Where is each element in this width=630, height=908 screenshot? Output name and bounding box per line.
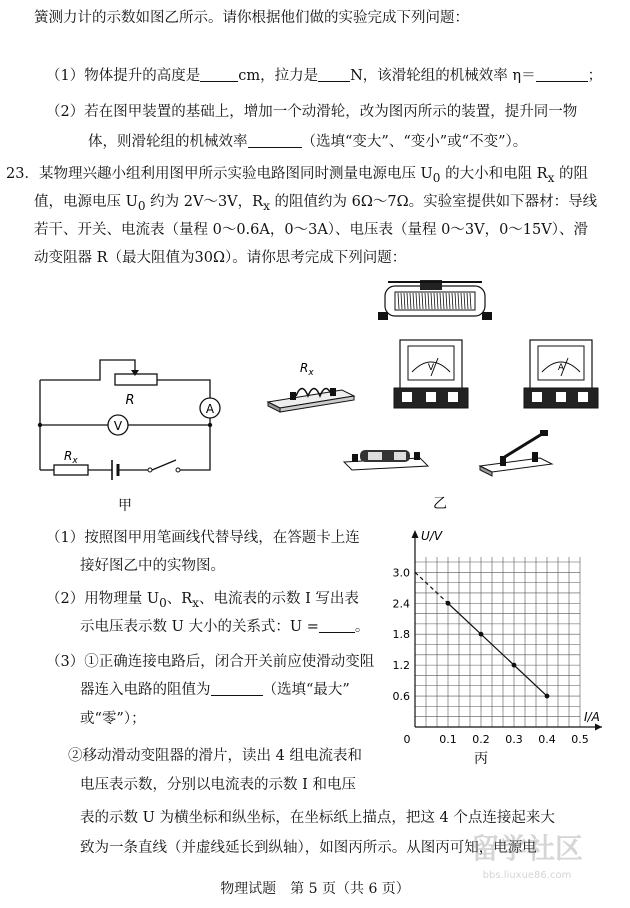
y-tick-label: 1.8	[392, 628, 410, 642]
sub-question-3: （3）①正确连接电路后，闭合开关前应使滑动变阻	[46, 654, 375, 670]
figure-label-bing: 丙	[474, 751, 488, 767]
data-point	[512, 663, 517, 668]
wire	[157, 380, 210, 398]
text: （选填“最大”	[262, 682, 350, 698]
rheostat-symbol	[115, 374, 157, 385]
x-tick-label: 0.4	[538, 733, 556, 746]
y-axis-label: U/V	[421, 529, 443, 543]
answer-blank[interactable]	[318, 66, 350, 82]
sub-question-2-cont	[80, 617, 369, 637]
circuit-diagram-jia	[30, 350, 235, 520]
sub-question-3-part2: ②移动滑动变阻器的滑片，读出 4 组电流表和	[68, 748, 362, 764]
watermark-logo	[442, 826, 612, 886]
text: 、R	[166, 591, 193, 607]
answer-blank[interactable]	[319, 617, 355, 633]
answer-blank[interactable]	[248, 132, 302, 148]
subscript: 0	[159, 595, 167, 610]
text: 体，则滑轮组的机械效率	[88, 134, 248, 150]
problem-23-line3: 若干、开关、电流表（量程 0～0.6A，0～3A）、电压表（量程 0～3V，0～15V）、滑	[34, 222, 588, 238]
text: 、电流表的示数 I 写出表	[198, 591, 359, 607]
subscript: x	[547, 170, 555, 185]
data-point	[479, 632, 484, 637]
text: 的阻值约为 6Ω～7Ω。实验室提供如下器材：导线	[269, 194, 598, 210]
data-point	[545, 694, 550, 699]
answer-blank[interactable]	[211, 680, 263, 696]
svg-text:V: V	[427, 363, 435, 373]
text: 器连入电路的阻值为	[80, 682, 211, 698]
sub-question-1-cont: 接好图乙中的实物图。	[80, 558, 225, 574]
label-rx-device: $R_x$	[300, 361, 314, 378]
label-rx: $R_x$	[64, 449, 78, 466]
sub-question-3-part2-cont: 致为一条直线（并虚线延长到纵轴），如图丙所示。从图丙可知，电源电	[80, 840, 537, 856]
wire	[40, 360, 135, 380]
x-tick-label: 0.3	[505, 733, 523, 746]
problem-23-line4: 动变阻器 R（最大阻值为30Ω）。请你思考完成下列问题：	[34, 250, 407, 266]
watermark-url: bbs.liuxue86.com	[482, 870, 572, 881]
svg-text:A: A	[557, 363, 565, 373]
sub-question-1: （1）按照图甲用笔画线代替导线，在答题卡上连	[46, 530, 360, 546]
problem-23-line2	[34, 192, 597, 216]
wire	[180, 418, 210, 470]
sub-question-3-cont: 或“零”）；	[80, 711, 146, 727]
apparatus-figure-yi	[260, 272, 605, 517]
text: 。	[354, 619, 370, 635]
x-tick-label: 0	[403, 733, 411, 746]
y-tick-label: 3.0	[392, 566, 410, 580]
switch-contact	[176, 468, 180, 472]
label-r: R	[125, 393, 135, 408]
subscript: 0	[137, 198, 146, 213]
figure-label-jia: 甲	[118, 498, 132, 514]
x-axis-arrow	[595, 724, 602, 731]
slider-arrow	[131, 370, 139, 376]
y-axis-arrow	[412, 530, 419, 538]
switch-device	[480, 430, 552, 476]
text: 的阻	[554, 166, 589, 182]
resistor-rx-symbol	[54, 465, 88, 475]
text: （选填“变大”、“变小”或“不变”）。	[301, 134, 528, 150]
sub-question-3-cont	[80, 680, 350, 700]
x-tick-label: 0.5	[571, 733, 589, 746]
y-tick-label: 1.2	[392, 659, 410, 673]
text: （1）物体提升的高度是	[46, 68, 201, 84]
resistor-rx-device	[268, 388, 354, 412]
junction-dot	[38, 423, 42, 427]
y-tick-label: 2.4	[392, 597, 410, 611]
sub-question-3-part2-cont: 表的示数 U 为横坐标和纵坐标，在坐标纸上描点，把这 4 个点连接起来大	[80, 810, 555, 826]
answer-blank[interactable]	[536, 66, 588, 82]
ammeter-device	[524, 340, 598, 408]
x-tick-label: 0.2	[472, 733, 490, 746]
question-1	[46, 66, 602, 86]
text: 值，电源电压 U	[34, 194, 138, 210]
junction-dot	[208, 423, 212, 427]
text: （2）用物理量 U	[46, 591, 160, 607]
question-2: （2）若在图甲装置的基础上，增加一个动滑轮，改为图丙所示的装置，提升同一物	[46, 104, 578, 120]
switch-symbol	[152, 460, 176, 470]
problem-23	[6, 164, 588, 188]
text: 的大小和电阻 R	[440, 166, 548, 182]
question-2-cont	[88, 132, 527, 152]
text-line: 簧测力计的示数如图乙所示。请你根据他们做的实验完成下列问题：	[34, 10, 469, 26]
rheostat-device	[378, 280, 492, 320]
text: 约为 2V～3V，R	[145, 194, 264, 210]
figure-label-yi: 乙	[433, 496, 447, 512]
sub-question-3-part2-cont: 电压表示数，分别以电流表的示数 I 和电压	[80, 777, 356, 793]
y-tick-label: 0.6	[392, 690, 410, 704]
label-v: V	[113, 419, 123, 433]
text: cm，拉力是	[238, 68, 319, 84]
text: 示电压表示数 U 大小的关系式：U =	[80, 619, 319, 635]
text: N，该滑轮组的机械效率 η＝	[350, 68, 536, 84]
subscript: x	[263, 198, 270, 213]
page-footer: 物理试题 第 5 页（共 6 页）	[220, 881, 410, 897]
x-tick-label: 0.1	[439, 733, 457, 746]
answer-blank[interactable]	[200, 66, 238, 82]
battery-device	[344, 450, 428, 470]
problem-number: 23．	[6, 166, 39, 182]
voltmeter-device	[394, 340, 468, 408]
text: ；	[587, 68, 603, 84]
extension-dashed-line	[415, 572, 448, 603]
watermark-text: 留学社区	[470, 832, 584, 865]
label-a: A	[205, 402, 215, 416]
data-line	[448, 603, 547, 696]
sub-question-2	[46, 589, 359, 613]
graph-bing	[378, 522, 613, 772]
switch-contact	[148, 468, 152, 472]
x-axis-label: I/A	[584, 710, 600, 724]
subscript: 0	[432, 170, 441, 185]
subscript: x	[192, 595, 199, 610]
text: 某物理兴趣小组利用图甲所示实验电路图同时测量电源电压 U	[38, 166, 433, 182]
